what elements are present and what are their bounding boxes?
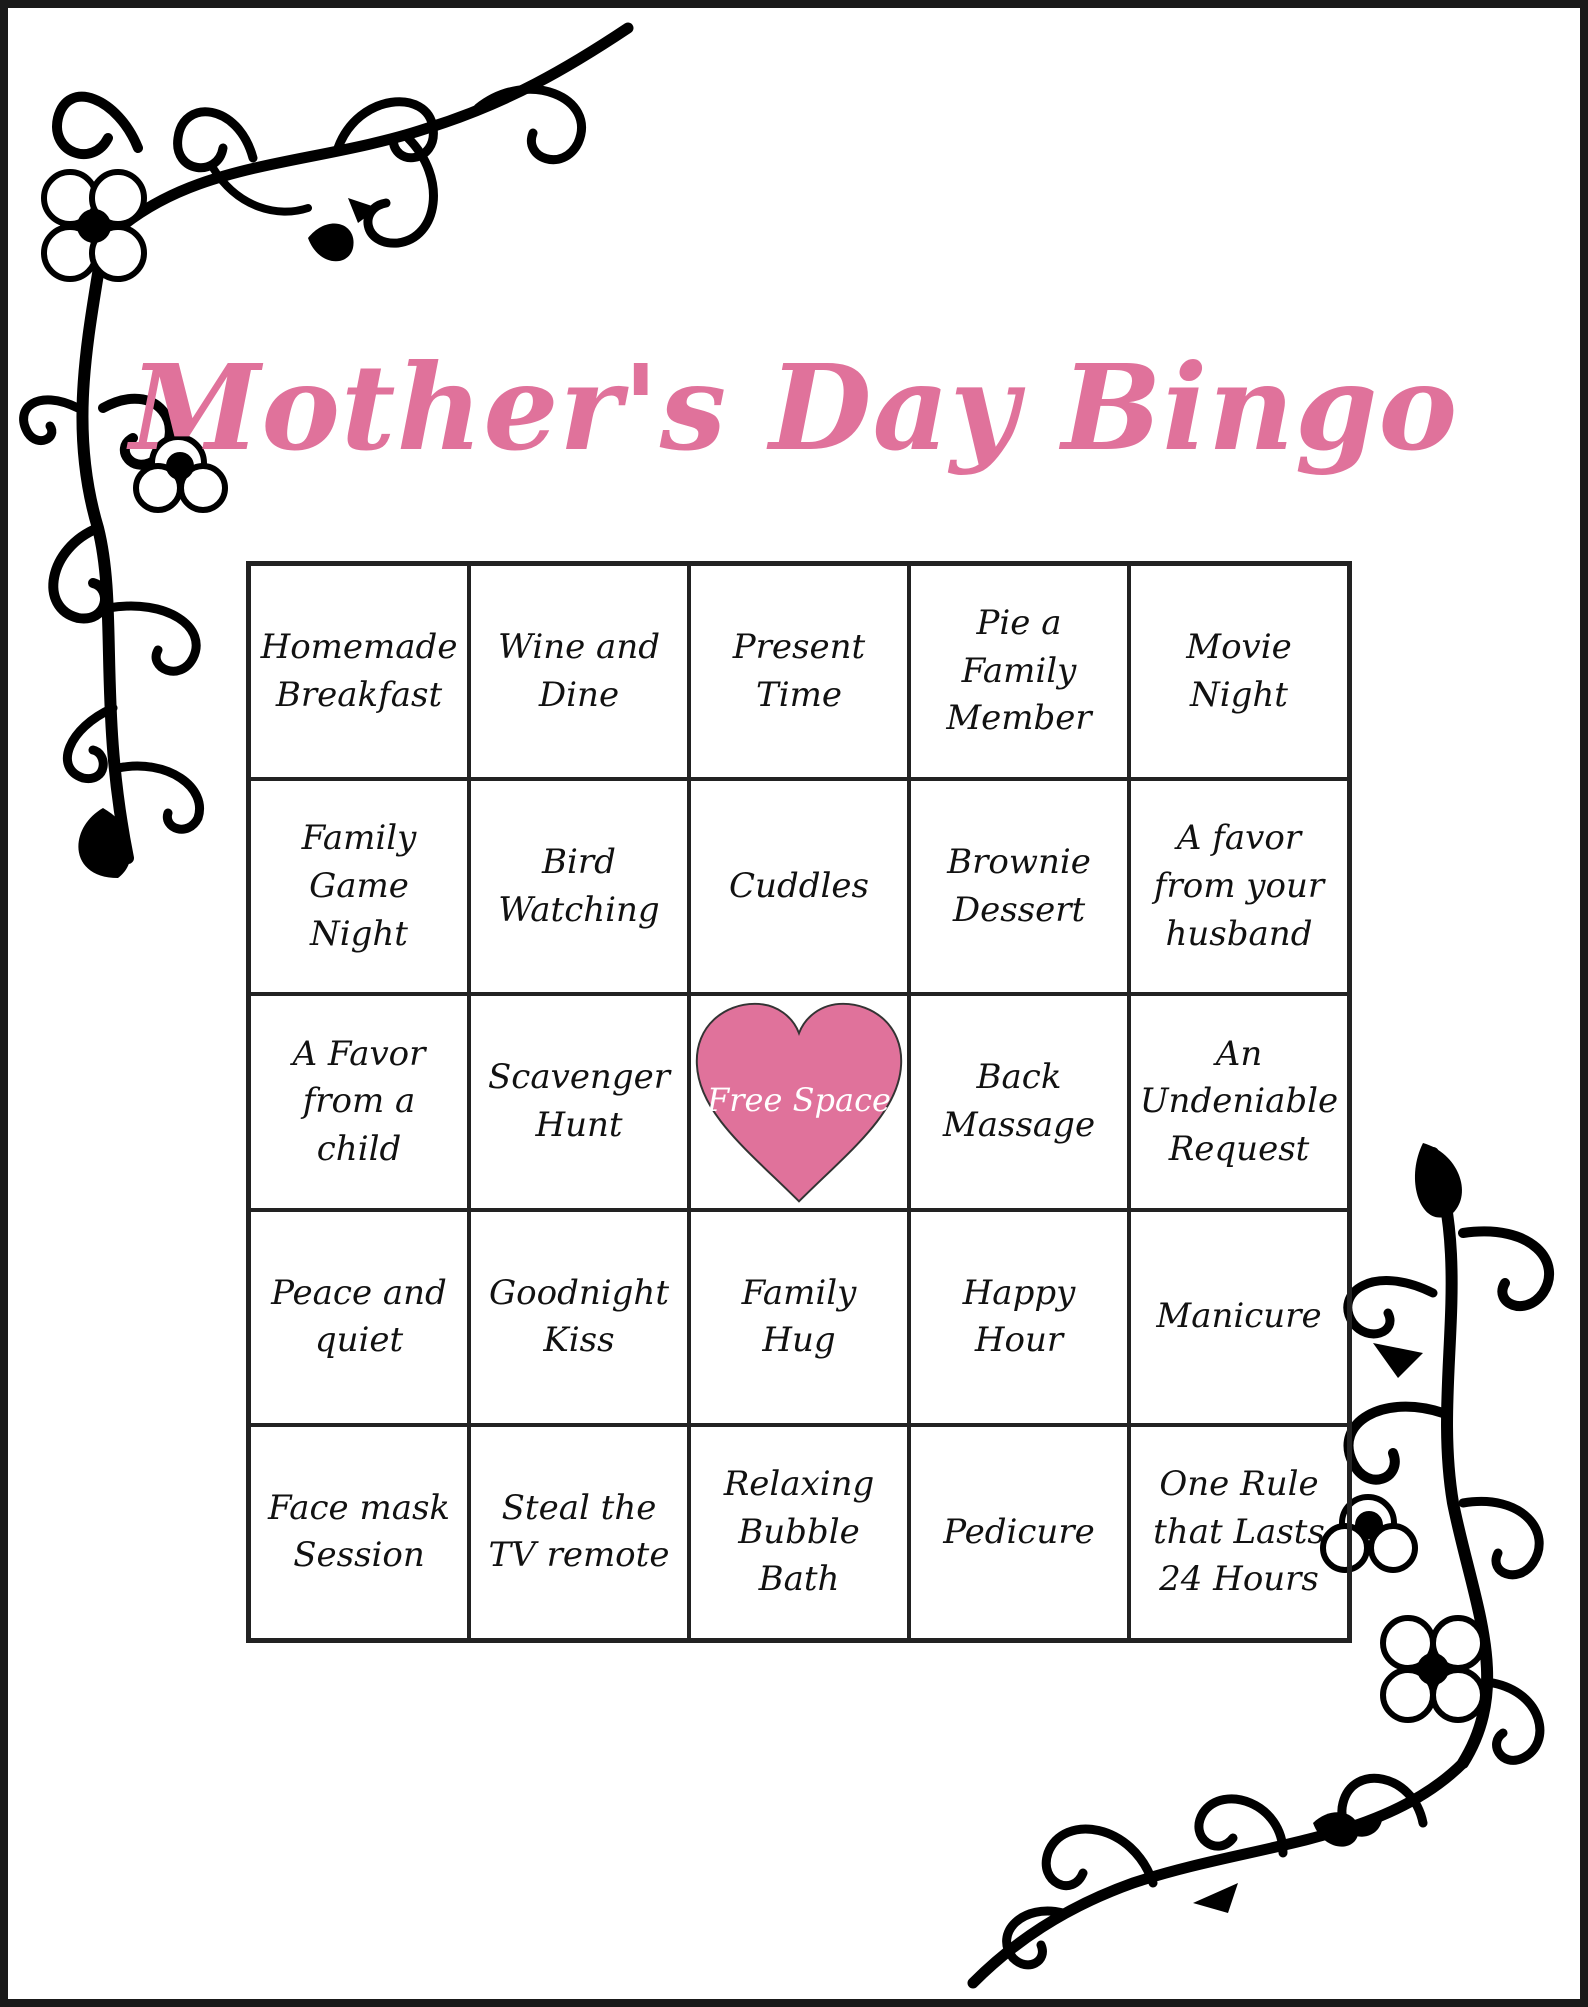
page-title: Mother's Day Bingo [129, 338, 1459, 477]
bingo-cell[interactable]: Peace and quiet [249, 1210, 469, 1425]
bingo-cell[interactable]: A Favor from a child [249, 994, 469, 1209]
bingo-cell[interactable]: Scavenger Hunt [469, 994, 689, 1209]
bingo-cell[interactable]: Back Massage [909, 994, 1129, 1209]
bingo-cell[interactable]: Movie Night [1129, 564, 1349, 779]
bingo-cell[interactable]: Wine and Dine [469, 564, 689, 779]
bingo-cell[interactable]: Brownie Dessert [909, 779, 1129, 994]
bingo-cell[interactable]: One Rule that Lasts 24 Hours [1129, 1425, 1349, 1640]
bingo-cell[interactable]: Pie a Family Member [909, 564, 1129, 779]
free-space-cell[interactable] [689, 994, 909, 1209]
bingo-cell[interactable]: Present Time [689, 564, 909, 779]
bingo-cell[interactable]: Steal the TV remote [469, 1425, 689, 1640]
bingo-cell[interactable]: An Undeniable Request [1129, 994, 1349, 1209]
bingo-cell[interactable]: Homemade Breakfast [249, 564, 469, 779]
bingo-cell[interactable]: Cuddles [689, 779, 909, 994]
bingo-cell[interactable]: Face mask Session [249, 1425, 469, 1640]
bingo-cell[interactable]: Pedicure [909, 1425, 1129, 1640]
bingo-cell[interactable]: Family Game Night [249, 779, 469, 994]
bingo-cell[interactable]: Happy Hour [909, 1210, 1129, 1425]
free-space-label: Free Space [707, 1080, 891, 1119]
bingo-grid [246, 561, 1352, 1643]
bingo-cell[interactable]: Bird Watching [469, 779, 689, 994]
bingo-card-page [8, 8, 1580, 1999]
bingo-cell[interactable]: A favor from your husband [1129, 779, 1349, 994]
bingo-cell[interactable]: Goodnight Kiss [469, 1210, 689, 1425]
bingo-cell[interactable]: Relaxing Bubble Bath [689, 1425, 909, 1640]
bingo-cell[interactable]: Manicure [1129, 1210, 1349, 1425]
bingo-cell[interactable]: Family Hug [689, 1210, 909, 1425]
